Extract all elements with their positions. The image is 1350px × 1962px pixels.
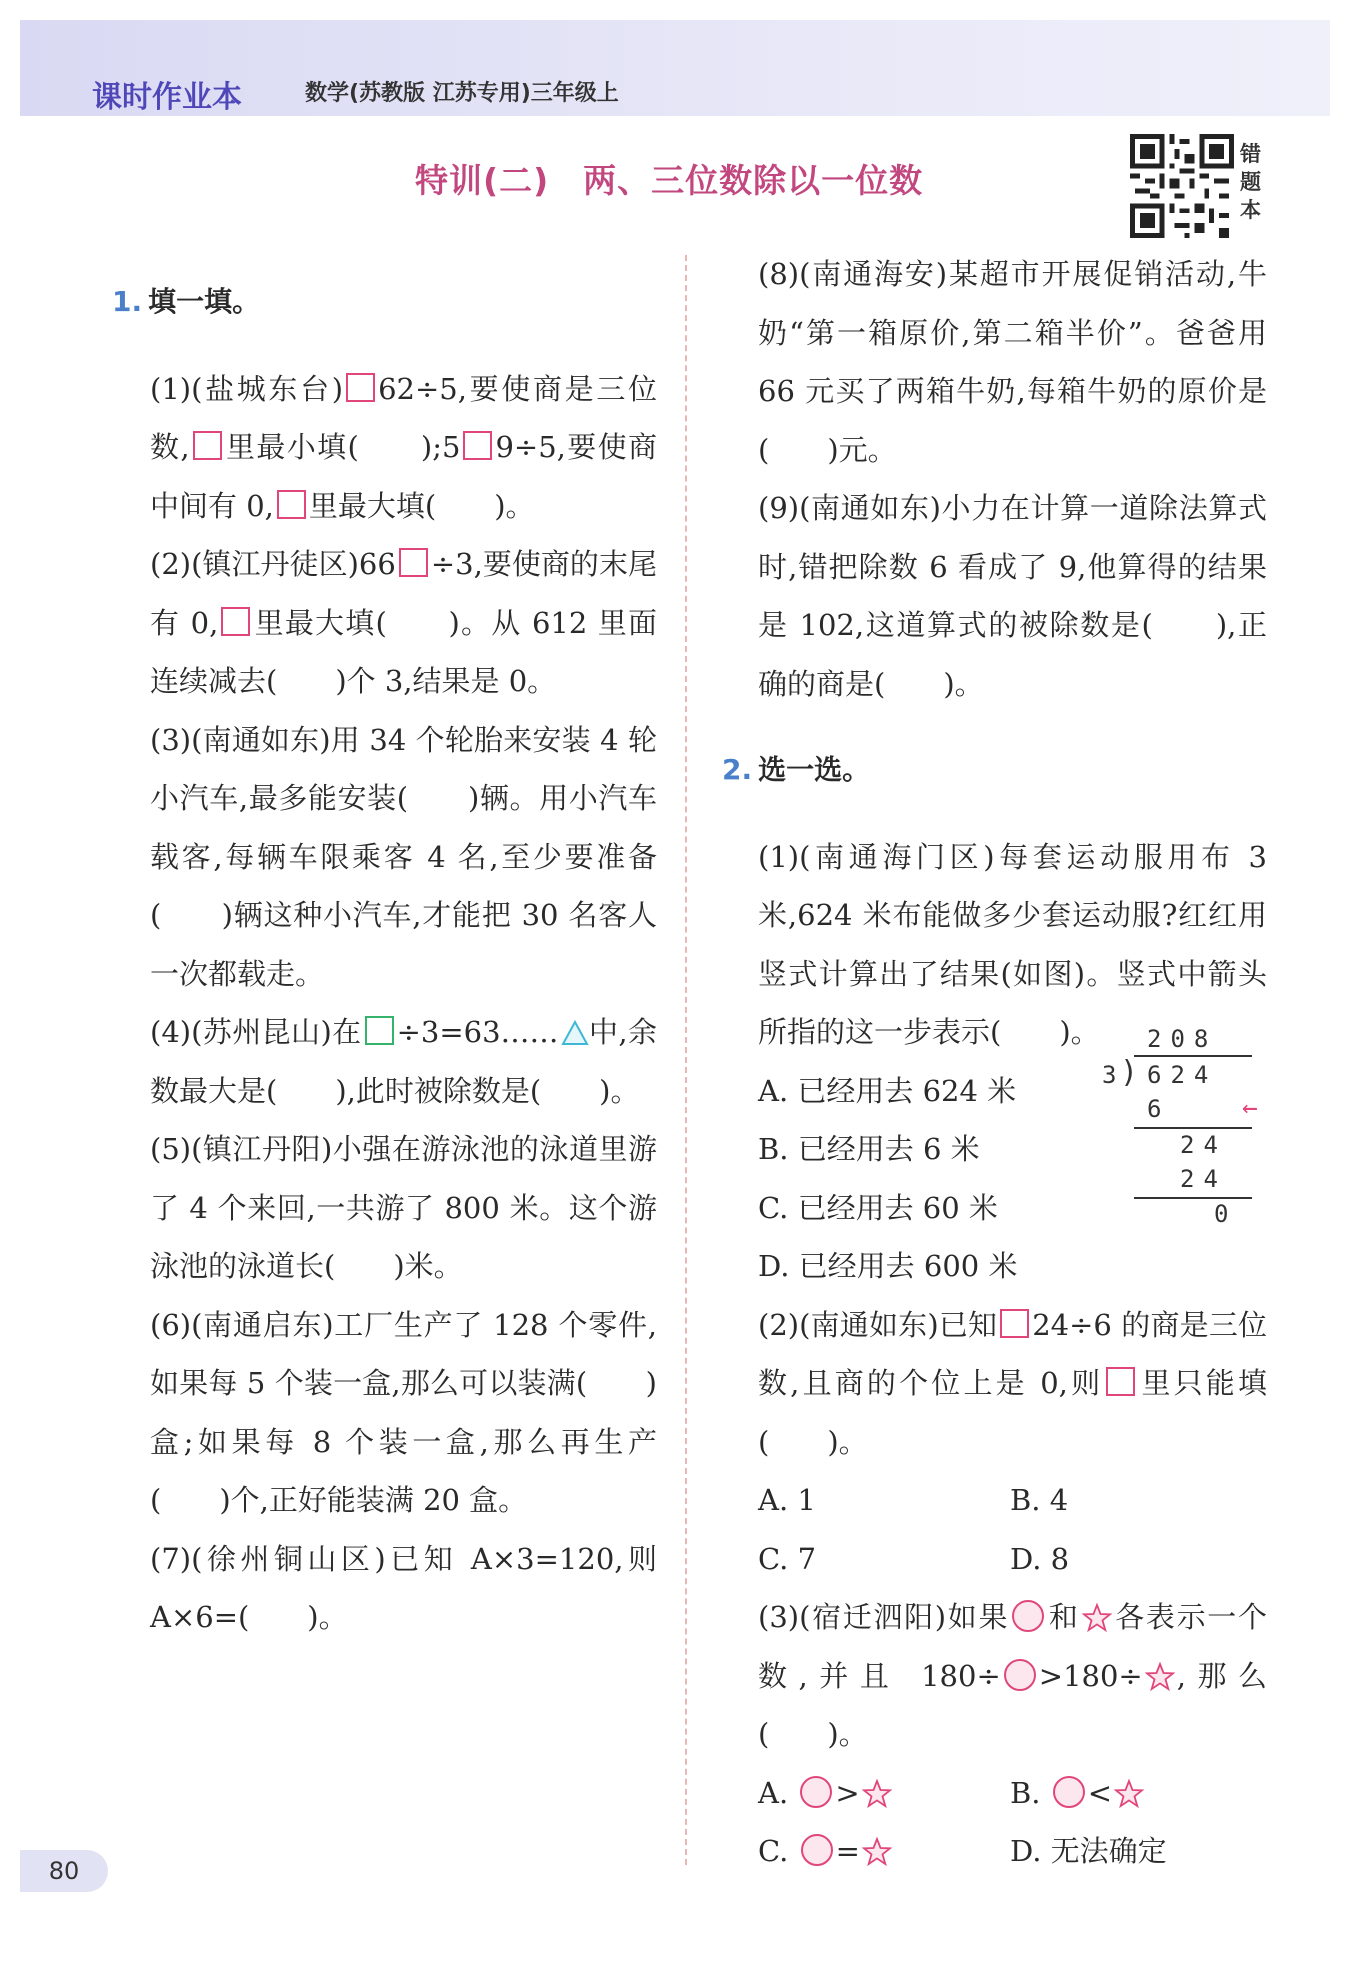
- arrow-icon: ←: [1242, 1093, 1258, 1123]
- question-2-2-options-row1: [758, 1471, 1267, 1530]
- option-c[interactable]: C. 已经用去 60 米: [758, 1190, 998, 1225]
- quotient: 208: [1147, 1025, 1218, 1053]
- option-d[interactable]: D. 无法确定: [1010, 1834, 1167, 1868]
- option-b-label: B.: [1010, 1775, 1041, 1810]
- q1-1-text-d: 9÷5,要使商中间有 0,: [150, 430, 657, 523]
- q2-2-text-b: 24÷6 的商是三位数,且商的个位上是 0,则: [758, 1307, 1267, 1400]
- section-2-label: 选一选。: [758, 753, 871, 786]
- star-icon: [1082, 1603, 1112, 1633]
- blank-box[interactable]: [399, 548, 428, 577]
- circle-icon: [1012, 1600, 1044, 1632]
- q2-3-text-c: 各表示一个数,并且 180÷: [758, 1600, 1267, 1693]
- option-b[interactable]: B. 4: [1010, 1483, 1069, 1517]
- question-1-8: (8)(南通海安)某超市开展促销活动,牛奶“第一箱原价,第二箱半价”。爸爸用 66 元买了两箱牛奶,每箱牛奶的原价是( )元。: [758, 257, 1267, 467]
- question-2-1: (1)(南通海门区)每套运动服用布 3 米,624 米布能做多少套运动服?红红用竖式计算出了结果(如图)。竖式中箭头所指的这一步表示( )。: [758, 839, 1267, 1049]
- star-icon: [1114, 1779, 1144, 1809]
- q2-3-text-d: >180÷: [1038, 1658, 1143, 1693]
- book-brand: 课时作业本: [92, 80, 242, 115]
- option-a-operator: >: [835, 1775, 860, 1810]
- question-2-2-options-row2: [758, 1530, 1267, 1589]
- triangle-icon: [561, 1020, 589, 1046]
- option-b[interactable]: B. 已经用去 6 米: [758, 1132, 980, 1166]
- question-1-1: [150, 360, 657, 536]
- q1-1-source: (1)(盐城东台): [150, 371, 344, 406]
- question-1-6: (6)(南通启东)工厂生产了 128 个零件,如果每 5 个装一盒,那么可以装满( )盒;如果每 8 个装一盒,那么再生产( )个,正好能装满 20 盒。: [150, 1307, 657, 1517]
- q2-2-text-a: (2)(南通如东)已知: [758, 1307, 998, 1342]
- divisor: 3: [1102, 1061, 1126, 1089]
- question-2-3-options-row2: [758, 1822, 1267, 1881]
- dividend: 624: [1147, 1061, 1218, 1089]
- step-1: 6: [1147, 1095, 1171, 1123]
- q2-3-text-e: ,那么( )。: [758, 1658, 1268, 1751]
- circle-icon: [801, 1834, 833, 1866]
- q1-2-text-a: (2)(镇江丹徒区)66: [150, 547, 396, 581]
- option-a[interactable]: A. 已经用去 624 米: [758, 1073, 1017, 1108]
- star-icon: [862, 1837, 892, 1867]
- blank-box[interactable]: [193, 431, 222, 460]
- circle-icon: [1053, 1776, 1085, 1808]
- blank-box[interactable]: [346, 373, 375, 402]
- left-column: [112, 245, 657, 1647]
- division-bar: [1134, 1055, 1252, 1057]
- option-d[interactable]: D. 8: [1010, 1541, 1070, 1576]
- blank-box[interactable]: [221, 607, 250, 636]
- option-d[interactable]: D. 已经用去 600 米: [758, 1249, 1018, 1283]
- question-1-5: (5)(镇江丹阳)小强在游泳池的泳道里游了 4 个来回,一共游了 800 米。这个游泳池的泳道长( )米。: [150, 1132, 657, 1283]
- q2-3-text-a: (3)(宿迁泗阳)如果: [758, 1600, 1010, 1634]
- section-1-label: 填一填。: [148, 285, 261, 318]
- page-number: 80: [20, 1850, 108, 1892]
- remainder: 0: [1214, 1200, 1238, 1228]
- step-2: 24: [1180, 1131, 1227, 1159]
- circle-icon: [800, 1776, 832, 1808]
- blank-box[interactable]: [1000, 1309, 1029, 1338]
- q2-2-text-c: 里只能填( )。: [758, 1366, 1267, 1459]
- q1-1-text-e: 里最大填( )。: [308, 488, 535, 523]
- option-b-operator: <: [1087, 1775, 1113, 1810]
- option-c-operator: =: [835, 1834, 860, 1868]
- q1-4-text-c: 中,余数最大是( ),此时被除数是( )。: [150, 1015, 657, 1108]
- q1-1-text-b: 62÷5,要使商是三位数,: [150, 371, 657, 464]
- qr-code-icon[interactable]: [1130, 134, 1234, 238]
- question-1-4: [150, 1003, 657, 1120]
- q1-2-text-c: 里最大填( )。从 612 里面连续减去( )个 3,结果是 0。: [150, 605, 658, 698]
- book-subject: 数学(苏教版 江苏专用)三年级上: [305, 81, 619, 106]
- q1-4-text-a: (4)(苏州昆山)在: [150, 1015, 362, 1049]
- option-b[interactable]: [1010, 1764, 1262, 1823]
- blank-box[interactable]: [1106, 1367, 1135, 1396]
- section-1-number: 1.: [112, 285, 143, 318]
- star-icon: [862, 1779, 892, 1809]
- option-c-label: C.: [758, 1834, 789, 1868]
- column-divider: [685, 255, 687, 1865]
- star-icon: [1145, 1662, 1175, 1692]
- section-1-heading: [112, 273, 657, 332]
- long-division-figure: [1092, 1025, 1272, 1235]
- q1-1-text-c: 里最小填( );5: [224, 430, 461, 464]
- question-2-3: [758, 1588, 1267, 1764]
- question-1-7: (7)(徐州铜山区)已知 A×3=120,则 A×6=( )。: [150, 1541, 657, 1634]
- question-2-2: [758, 1296, 1267, 1472]
- page-title: 特训(二) 两、三位数除以一位数: [415, 161, 924, 200]
- section-2-heading: [722, 741, 1267, 800]
- question-1-2: [150, 535, 657, 711]
- qr-label: 错题本: [1240, 142, 1261, 222]
- option-a[interactable]: A. 1: [758, 1483, 816, 1517]
- rule-line: [1134, 1127, 1252, 1129]
- question-1-9: (9)(南通如东)小力在计算一道除法算式时,错把除数 6 看成了 9,他算得的结果是 102,这道算式的被除数是( ),正确的商是( )。: [758, 491, 1267, 701]
- division-bracket: ): [1120, 1055, 1139, 1090]
- question-1-3: (3)(南通如东)用 34 个轮胎来安装 4 轮小汽车,最多能安装( )辆。用小汽车载客,每辆车限乘客 4 名,至少要准备( )辆这种小汽车,才能把 30 名客人一次都载走。: [150, 722, 657, 991]
- blank-box[interactable]: [277, 490, 306, 519]
- step-3: 24: [1180, 1165, 1227, 1193]
- question-2-3-options-row1: [758, 1764, 1267, 1823]
- section-2-number: 2.: [722, 753, 753, 786]
- rule-line: [1134, 1197, 1252, 1199]
- q1-4-text-b: ÷3=63……: [396, 1015, 559, 1049]
- option-a-label: A.: [758, 1775, 789, 1810]
- blank-box[interactable]: [463, 431, 492, 460]
- option-c[interactable]: [758, 1822, 1010, 1881]
- option-c[interactable]: C. 7: [758, 1541, 817, 1576]
- circle-icon: [1004, 1659, 1036, 1691]
- q2-3-text-b: 和: [1047, 1600, 1080, 1634]
- option-a[interactable]: [758, 1764, 1010, 1823]
- green-blank-box[interactable]: [365, 1016, 394, 1045]
- q1-2-text-b: ÷3,要使商的末尾有 0,: [150, 547, 658, 640]
